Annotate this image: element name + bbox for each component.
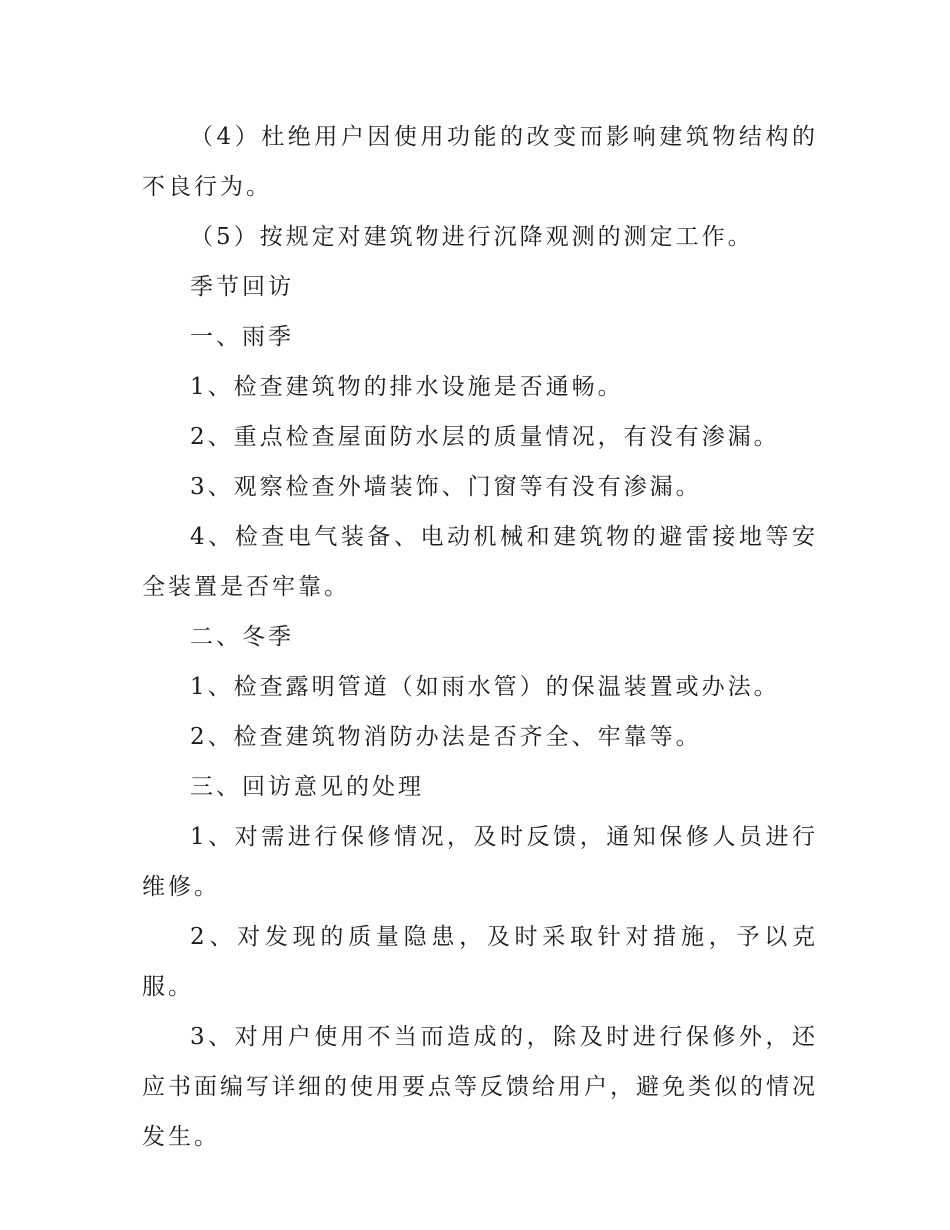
list-item: 3、对用户使用不当而造成的，除及时进行保修外，还应书面编写详细的使用要点等反馈给用户，避免类似的情况发生。 (142, 1024, 818, 1150)
list-item: 1、对需进行保修情况，及时反馈，通知保修人员进行维修。 (142, 824, 818, 900)
subheading-feedback-handling: 三、回访意见的处理 (190, 774, 424, 800)
list-item: 3、观察检查外墙装饰、门窗等有没有渗漏。 (190, 474, 702, 500)
list-item: 1、检查露明管道（如雨水管）的保温装置或办法。 (190, 674, 780, 700)
section-heading-seasonal-visit: 季节回访 (190, 274, 294, 300)
subheading-winter: 二、冬季 (190, 624, 294, 650)
list-item: 4、检查电气装备、电动机械和建筑物的避雷接地等安全装置是否牢靠。 (142, 524, 818, 600)
list-item: 2、对发现的质量隐患，及时采取针对措施，予以克服。 (142, 924, 818, 1000)
list-item: 2、重点检查屋面防水层的质量情况，有没有渗漏。 (190, 424, 780, 450)
list-item: 1、检查建筑物的排水设施是否通畅。 (190, 374, 624, 400)
paragraph-item-5: （5）按规定对建筑物进行沉降观测的测定工作。 (190, 224, 754, 250)
document-page (142, 112, 818, 1162)
subheading-rainy-season: 一、雨季 (190, 324, 294, 350)
paragraph-item-4: （4）杜绝用户因使用功能的改变而影响建筑物结构的不良行为。 (142, 124, 818, 200)
list-item: 2、检查建筑物消防办法是否齐全、牢靠等。 (190, 724, 702, 750)
